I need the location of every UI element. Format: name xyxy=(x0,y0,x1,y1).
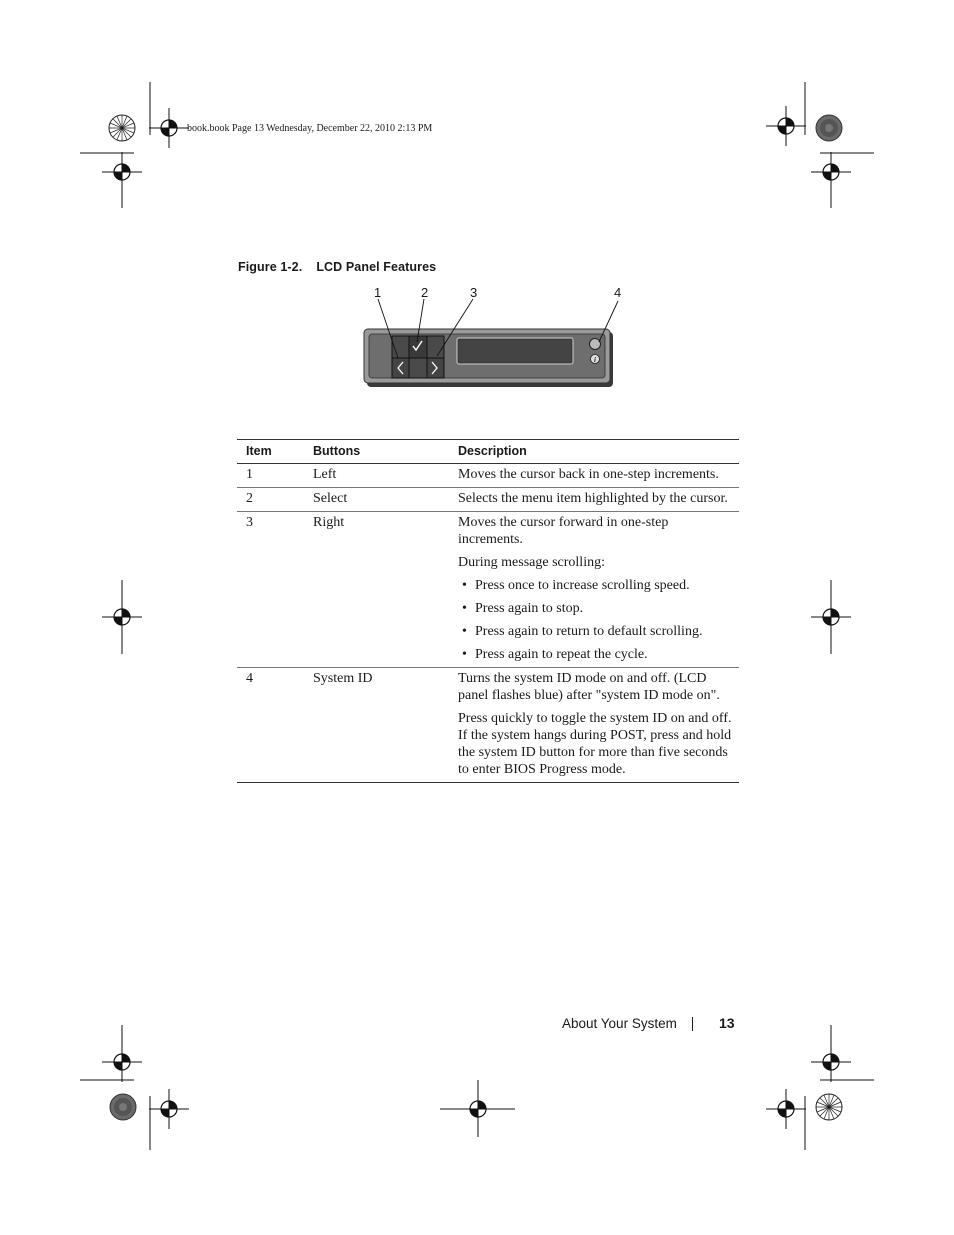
item-cell: 2 xyxy=(237,488,304,512)
callout-4: 4 xyxy=(614,285,622,300)
table-row xyxy=(237,668,739,783)
description-paragraph: Selects the menu item highlighted by the cursor. xyxy=(458,491,728,506)
table-row xyxy=(237,512,739,668)
item-cell: 3 xyxy=(237,512,304,668)
svg-text:i: i xyxy=(594,356,596,364)
system-id-button xyxy=(590,339,601,350)
column-header-buttons: Buttons xyxy=(304,440,449,464)
figure-title: LCD Panel Features xyxy=(316,260,437,274)
description-cell xyxy=(449,488,739,512)
bullet-list xyxy=(458,577,733,663)
bullet-item: • Press once to increase scrolling speed. xyxy=(458,577,733,594)
description-paragraph: During message scrolling: xyxy=(458,555,605,570)
lcd-features-table xyxy=(237,439,739,783)
description-paragraph: Moves the cursor back in one-step increments. xyxy=(458,467,719,482)
description-cell xyxy=(449,668,739,783)
bullet-item: • Press again to return to default scrolling. xyxy=(458,623,733,640)
figure-caption xyxy=(238,260,436,274)
button-cell: Right xyxy=(304,512,449,668)
item-cell: 1 xyxy=(237,464,304,488)
footer-section-title: About Your System xyxy=(562,1016,677,1031)
lcd-panel-illustration xyxy=(360,296,620,392)
bullet-item: • Press again to stop. xyxy=(458,600,733,617)
table-row xyxy=(237,464,739,488)
callout-1: 1 xyxy=(374,285,382,300)
button-cell: System ID xyxy=(304,668,449,783)
description-cell xyxy=(449,464,739,488)
callout-2: 2 xyxy=(421,285,429,300)
item-cell: 4 xyxy=(237,668,304,783)
column-header-item: Item xyxy=(237,440,304,464)
figure-number: Figure 1-2. xyxy=(238,260,303,274)
table-row xyxy=(237,488,739,512)
registration-dot-mark xyxy=(816,115,842,141)
button-cell: Left xyxy=(304,464,449,488)
description-cell xyxy=(449,512,739,668)
left-button xyxy=(392,358,409,378)
callout-3: 3 xyxy=(470,285,478,300)
footer-separator xyxy=(692,1017,693,1031)
table-header-row xyxy=(237,440,739,464)
description-paragraph: Turns the system ID mode on and off. (LCD panel flashes blue) after "system ID mode on". xyxy=(458,671,720,703)
button-cell: Select xyxy=(304,488,449,512)
page-number: 13 xyxy=(719,1015,735,1031)
running-header: book.book Page 13 Wednesday, December 22, 2010 2:13 PM xyxy=(187,123,433,134)
right-button xyxy=(427,358,444,378)
description-paragraph: Press quickly to toggle the system ID on and off. If the system hangs during POST, press and hold the system ID button for more than five seconds to enter BIOS Progress mode. xyxy=(458,711,732,777)
description-paragraph: Moves the cursor forward in one-step increments. xyxy=(458,515,669,547)
lcd-screen xyxy=(459,340,571,362)
bullet-item: • Press again to repeat the cycle. xyxy=(458,646,733,663)
registration-star-mark xyxy=(109,115,135,141)
column-header-description: Description xyxy=(449,440,739,464)
